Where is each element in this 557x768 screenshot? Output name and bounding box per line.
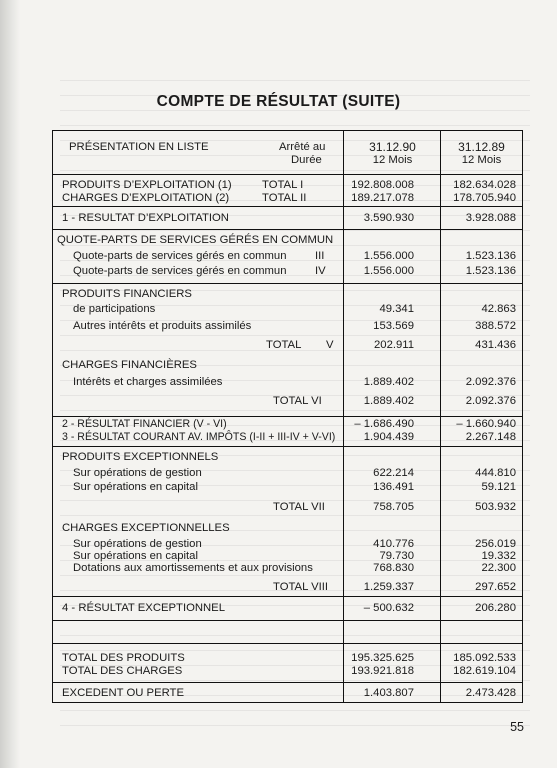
row-value-1990: 153.569 [373, 320, 414, 332]
row-value-1989: 2.473.428 [465, 687, 516, 699]
section-heading: QUOTE-PARTS DE SERVICES GÉRÉS EN COMMUN [57, 234, 334, 246]
row-total-marker: IV [315, 265, 326, 277]
row-label: TOTAL VI [273, 395, 322, 407]
page-title: COMPTE DE RÉSULTAT (SUITE) [156, 93, 401, 110]
row-value-1990: 1.889.402 [363, 395, 414, 407]
row-label: 2 - RÉSULTAT FINANCIER (V - VI) [62, 418, 227, 430]
row-total-marker: TOTAL I [262, 179, 304, 191]
row-value-1989: 256.019 [475, 538, 516, 550]
row-value-1990: 768.830 [373, 562, 414, 574]
row-value-1990: 202.911 [374, 339, 414, 351]
row-label: Intérêts et charges assimilées [73, 376, 223, 388]
row-label: 1 - RESULTAT D’EXPLOITATION [62, 212, 229, 224]
row-value-1990: 3.590.930 [363, 212, 414, 224]
row-label: 4 - RÉSULTAT EXCEPTIONNEL [62, 602, 226, 614]
row-total-marker: V [326, 339, 334, 351]
row-label: TOTAL DES PRODUITS [62, 652, 185, 664]
header-col1-duration: 12 Mois [372, 154, 413, 166]
row-label: Sur opérations en capital [73, 481, 198, 493]
row-label: TOTAL DES CHARGES [62, 665, 183, 677]
row-value-1990: 193.921.818 [351, 665, 414, 677]
row-value-1990: 622.214 [373, 467, 414, 479]
row-label: Sur opérations de gestion [73, 538, 202, 550]
row-label: Autres intérêts et produits assimilés [73, 320, 252, 332]
row-total-marker: III [315, 250, 325, 262]
row-value-1989: 19.332 [481, 550, 516, 562]
row-value-1990: 758.705 [373, 501, 414, 513]
header-arrete: Arrêté au [279, 141, 326, 153]
section-heading: PRODUITS FINANCIERS [62, 288, 192, 300]
row-divider [53, 416, 522, 417]
row-value-1989: 444.810 [475, 467, 516, 479]
row-value-1990: 1.403.807 [363, 687, 414, 699]
row-value-1989: 185.092.533 [453, 652, 516, 664]
header-duree: Durée [291, 154, 322, 166]
row-label: TOTAL VIII [273, 581, 329, 593]
row-label: Dotations aux amortissements et aux provisions [73, 562, 313, 574]
row-divider [53, 643, 522, 644]
row-value-1989: 178.705.940 [453, 192, 516, 204]
header-col2-date: 31.12.89 [458, 140, 505, 154]
row-total-marker: TOTAL II [262, 192, 307, 204]
row-divider [53, 174, 522, 175]
page-number: 55 [510, 720, 524, 734]
row-value-1990: 136.491 [373, 481, 414, 493]
row-divider [53, 682, 522, 683]
row-value-1989: 206.280 [475, 602, 516, 614]
row-value-1989: 42.863 [481, 303, 516, 315]
row-value-1990: 1.259.337 [363, 581, 414, 593]
row-value-1989: 2.092.376 [465, 395, 516, 407]
page-spine-shadow [0, 0, 20, 768]
row-label: Quote-parts de services gérés en commun [73, 265, 287, 277]
row-value-1989: 2.092.376 [465, 376, 516, 388]
row-label: Sur opérations de gestion [73, 467, 202, 479]
row-value-1990: 1.556.000 [363, 250, 414, 262]
row-value-1989: 431.436 [475, 339, 516, 351]
row-value-1989: 182.634.028 [453, 179, 516, 191]
row-divider [53, 446, 522, 447]
header-col2-duration: 12 Mois [461, 154, 502, 166]
row-divider [53, 596, 522, 597]
row-label: TOTAL VII [273, 501, 325, 513]
row-label: TOTAL [266, 339, 302, 351]
section-heading: PRODUITS EXCEPTIONNELS [62, 451, 219, 463]
row-label: de participations [73, 303, 156, 315]
row-value-1989: 182.619.104 [453, 665, 516, 677]
row-value-1989: 388.572 [475, 320, 516, 332]
row-value-1989: – 1.660.940 [456, 418, 516, 430]
row-label: CHARGES D’EXPLOITATION (2) [62, 192, 230, 204]
row-label: PRODUITS D’EXPLOITATION (1) [62, 179, 232, 191]
header-col1-date: 31.12.90 [369, 140, 416, 154]
section-heading: CHARGES FINANCIÈRES [62, 359, 197, 371]
row-label: 3 - RÉSULTAT COURANT AV. IMPÔTS (I-II + III-IV + V-VI) [62, 431, 336, 443]
row-value-1990: 49.341 [379, 303, 414, 315]
row-value-1990: 1.556.000 [363, 265, 414, 277]
row-value-1989: 3.928.088 [465, 212, 516, 224]
row-value-1989: 297.652 [475, 581, 516, 593]
row-value-1990: – 1.686.490 [354, 418, 414, 430]
row-value-1990: 1.904.439 [363, 431, 414, 443]
row-value-1990: 192.808.008 [351, 179, 414, 191]
row-label: Sur opérations en capital [73, 550, 198, 562]
row-divider [53, 229, 522, 230]
income-statement-table [52, 130, 523, 703]
header-presentation: PRÉSENTATION EN LISTE [69, 141, 209, 153]
row-value-1990: 79.730 [379, 550, 414, 562]
row-value-1990: – 500.632 [363, 602, 414, 614]
row-value-1990: 1.889.402 [363, 376, 414, 388]
row-value-1989: 1.523.136 [465, 250, 516, 262]
row-divider [53, 206, 522, 207]
row-label: Quote-parts de services gérés en commun [73, 250, 287, 262]
row-value-1990: 410.776 [373, 538, 414, 550]
section-heading: CHARGES EXCEPTIONNELLES [62, 522, 230, 534]
row-divider [53, 283, 522, 284]
row-label: EXCEDENT OU PERTE [62, 687, 184, 699]
row-value-1989: 22.300 [481, 562, 516, 574]
row-value-1989: 503.932 [475, 501, 516, 513]
row-value-1989: 1.523.136 [465, 265, 516, 277]
row-value-1990: 195.325.625 [351, 652, 414, 664]
row-value-1989: 59.121 [481, 481, 516, 493]
row-divider [53, 620, 522, 621]
row-value-1989: 2.267.148 [465, 431, 516, 443]
row-value-1990: 189.217.078 [351, 192, 414, 204]
